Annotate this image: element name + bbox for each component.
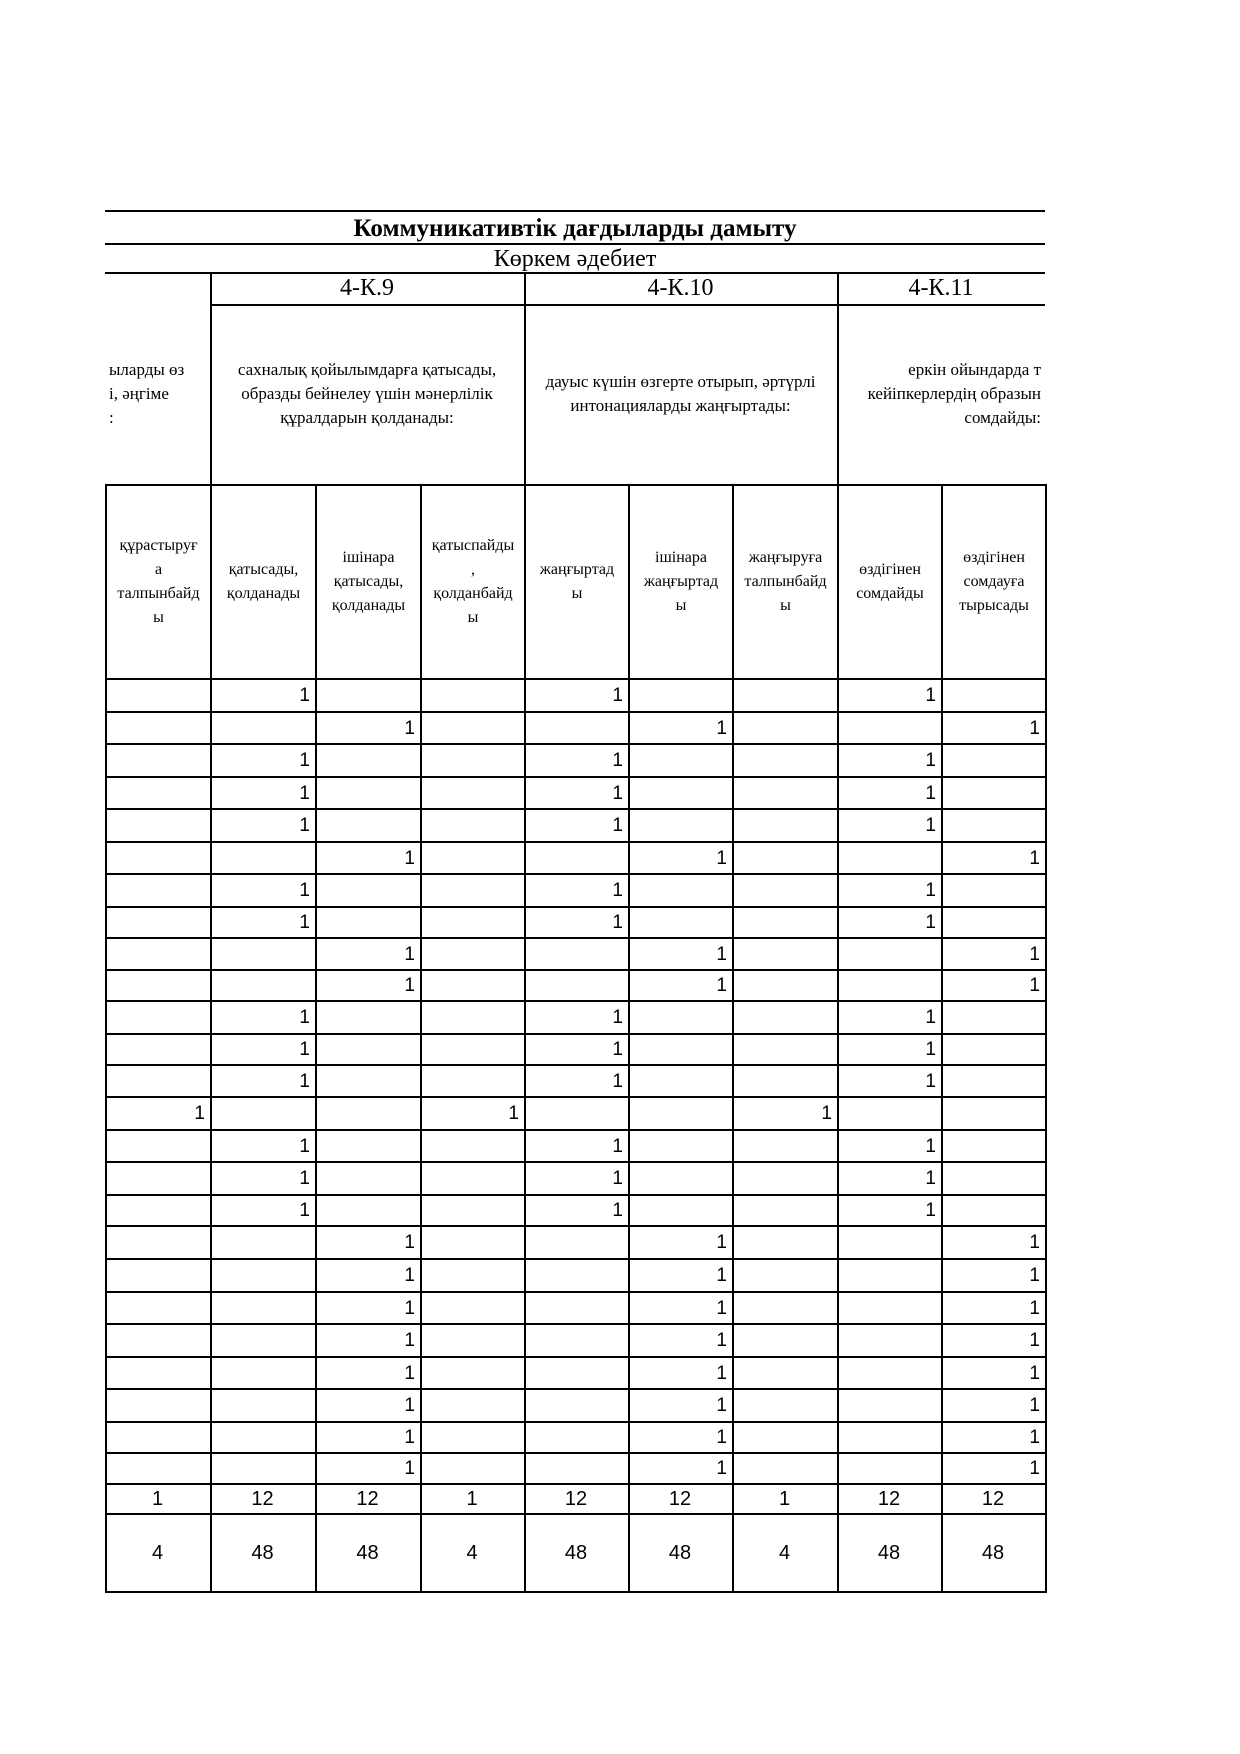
mark-cell: 1 [716, 1362, 727, 1384]
row-divider [105, 1096, 1045, 1098]
row-divider [105, 1291, 1045, 1293]
mark-cell: 1 [299, 1070, 310, 1092]
mark-cell: 1 [716, 1395, 727, 1416]
description-line: еркін ойындарда т [908, 360, 1041, 379]
competency-description [528, 306, 833, 482]
mark-cell: 1 [716, 1330, 727, 1351]
mark-cell: 1 [925, 685, 936, 706]
competency-description [214, 306, 520, 482]
row-divider [105, 1452, 1045, 1454]
mark-cell: 1 [404, 847, 415, 869]
mark-cell: 1 [925, 1070, 936, 1092]
mark-cell: 1 [716, 1458, 727, 1479]
mark-cell: 1 [299, 1200, 310, 1221]
mark-cell: 1 [1029, 1362, 1040, 1384]
total-cell: 12 [356, 1488, 379, 1510]
total-cell: 1 [778, 1488, 791, 1510]
total-cell: 12 [877, 1488, 901, 1510]
mark-cell: 1 [716, 1232, 727, 1253]
column-header: құрастыруғ а талпынбайд ы [117, 537, 200, 626]
mark-cell: 1 [404, 1427, 415, 1448]
mark-cell: 1 [716, 1265, 727, 1286]
percent-cell: 48 [877, 1542, 901, 1564]
mark-cell: 1 [1029, 1232, 1040, 1253]
percent-cell: 48 [981, 1542, 1005, 1564]
column-header: жаңғыруға талпынбайд ы [744, 549, 827, 614]
percent-cell: 48 [356, 1542, 379, 1564]
mark-cell: 1 [716, 1297, 727, 1319]
mark-cell: 1 [194, 1103, 205, 1124]
mark-cell: 1 [508, 1103, 519, 1124]
mark-cell: 1 [925, 782, 936, 804]
mark-cell: 1 [925, 1007, 936, 1028]
column-header: ішінара қатысады, қолданады [331, 549, 406, 614]
mark-cell: 1 [1029, 1297, 1040, 1319]
row-divider [105, 1356, 1045, 1358]
group-divider [524, 272, 526, 484]
mark-cell: 1 [299, 1039, 310, 1060]
competency-code: 4-К.10 [647, 275, 714, 301]
mark-cell: 1 [299, 782, 310, 804]
mark-cell: 1 [404, 975, 415, 996]
mark-cell: 1 [925, 1168, 936, 1189]
mark-cell: 1 [612, 1007, 623, 1028]
row-divider [105, 1388, 1045, 1390]
mark-cell: 1 [612, 815, 623, 836]
mark-cell: 1 [925, 750, 936, 771]
mark-cell: 1 [404, 1232, 415, 1253]
mark-cell: 1 [404, 1362, 415, 1384]
mark-cell: 1 [404, 1395, 415, 1416]
subject-title: Көркем әдебиет [493, 246, 657, 272]
description-line: ыларды өз [109, 360, 185, 379]
row-divider [105, 1421, 1045, 1423]
mark-cell: 1 [925, 1200, 936, 1221]
total-cell: 12 [251, 1488, 274, 1510]
mark-cell: 1 [612, 1070, 623, 1092]
mark-cell: 1 [612, 782, 623, 804]
competency-code: 4-К.11 [908, 275, 974, 301]
mark-cell: 1 [821, 1103, 832, 1124]
mark-cell: 1 [299, 912, 310, 933]
column-header: қатыспайды , қолданбайд ы [431, 537, 515, 626]
row-divider [105, 1483, 1045, 1485]
mark-cell: 1 [612, 1168, 623, 1189]
column-header: жаңғыртад ы [539, 561, 615, 602]
row-divider [105, 841, 1045, 843]
mark-cell: 1 [404, 943, 415, 965]
mark-cell: 1 [925, 815, 936, 836]
mark-cell: 1 [404, 1458, 415, 1479]
section-title: Коммуникативтік дағдыларды дамыту [353, 215, 797, 242]
mark-cell: 1 [299, 815, 310, 836]
mark-cell: 1 [1029, 717, 1040, 739]
total-cell: 12 [564, 1488, 588, 1510]
mark-cell: 1 [1029, 975, 1040, 996]
row-divider [105, 1258, 1045, 1260]
total-cell: 12 [668, 1488, 692, 1510]
description-line: интонацияларды жаңғыртады: [570, 396, 791, 415]
mark-cell: 1 [925, 912, 936, 933]
competency-description [841, 306, 1041, 482]
mark-cell: 1 [925, 1039, 936, 1060]
mark-cell: 1 [612, 880, 623, 901]
mark-cell: 1 [716, 943, 727, 965]
table-border [105, 243, 1045, 245]
mark-cell: 1 [1029, 1427, 1040, 1448]
row-divider [105, 1513, 1045, 1515]
mark-cell: 1 [299, 1168, 310, 1189]
row-divider [105, 808, 1045, 810]
mark-cell: 1 [299, 685, 310, 706]
row-divider [105, 776, 1045, 778]
row-divider [105, 1000, 1045, 1002]
description-line: і, әңгіме [109, 384, 169, 403]
row-divider [105, 1161, 1045, 1163]
description-line: образды бейнелеу үшін мәнерлілік [241, 384, 493, 403]
mark-cell: 1 [299, 1135, 310, 1157]
mark-cell: 1 [612, 1135, 623, 1157]
percent-cell: 4 [778, 1542, 791, 1564]
mark-cell: 1 [612, 685, 623, 706]
mark-cell: 1 [299, 750, 310, 771]
table-border [105, 1591, 1045, 1593]
group-divider [210, 272, 212, 484]
row-divider [105, 1194, 1045, 1196]
mark-cell: 1 [716, 847, 727, 869]
mark-cell: 1 [404, 1330, 415, 1351]
mark-cell: 1 [716, 975, 727, 996]
row-divider [105, 873, 1045, 875]
row-divider [105, 1064, 1045, 1066]
total-cell: 1 [466, 1488, 478, 1510]
mark-cell: 1 [404, 1297, 415, 1319]
mark-cell: 1 [1029, 1395, 1040, 1416]
competency-description [109, 306, 206, 482]
mark-cell: 1 [925, 880, 936, 901]
percent-cell: 48 [251, 1542, 274, 1564]
mark-cell: 1 [1029, 943, 1040, 965]
group-divider [837, 272, 839, 484]
table-border [105, 272, 1045, 274]
mark-cell: 1 [612, 750, 623, 771]
mark-cell: 1 [716, 717, 727, 739]
mark-cell: 1 [925, 1135, 936, 1157]
mark-cell: 1 [299, 880, 310, 901]
percent-cell: 4 [466, 1542, 478, 1564]
row-divider [105, 743, 1045, 745]
row-divider [105, 906, 1045, 908]
competency-code: 4-К.9 [340, 275, 394, 301]
description-line: кейіпкерлердің образын [867, 384, 1041, 403]
percent-cell: 48 [668, 1542, 692, 1564]
column-header: өздігінен сомдайды [856, 561, 924, 602]
mark-cell: 1 [716, 1427, 727, 1448]
mark-cell: 1 [612, 1039, 623, 1060]
column-header: ішінара жаңғыртад ы [643, 549, 719, 614]
column-header: өздігінен сомдауға тырысады [959, 549, 1029, 614]
row-divider [105, 1323, 1045, 1325]
table-border [105, 678, 1045, 680]
description-line: : [109, 408, 114, 427]
description-line: сомдайды: [964, 408, 1041, 427]
mark-cell: 1 [1029, 1265, 1040, 1286]
mark-cell: 1 [404, 717, 415, 739]
description-line: сахналық қойылымдарға қатысады, [237, 360, 497, 379]
row-divider [105, 1033, 1045, 1035]
row-divider [105, 711, 1045, 713]
mark-cell: 1 [299, 1007, 310, 1028]
row-divider [105, 1129, 1045, 1131]
description-line: құралдарын қолданады: [280, 408, 454, 427]
column-header: қатысады, қолданады [226, 561, 301, 602]
mark-cell: 1 [1029, 1330, 1040, 1351]
mark-cell: 1 [404, 1265, 415, 1286]
mark-cell: 1 [1029, 847, 1040, 869]
row-divider [105, 969, 1045, 971]
table-border [105, 210, 1045, 212]
column-divider [1045, 484, 1047, 1593]
row-divider [105, 1225, 1045, 1227]
total-cell: 12 [981, 1488, 1005, 1510]
row-divider [105, 937, 1045, 939]
description-line: дауыс күшін өзгерте отырып, әртүрлі [545, 372, 816, 391]
mark-cell: 1 [612, 912, 623, 933]
percent-cell: 48 [564, 1542, 588, 1564]
mark-cell: 1 [612, 1200, 623, 1221]
total-cell: 1 [151, 1488, 164, 1510]
mark-cell: 1 [1029, 1458, 1040, 1479]
percent-cell: 4 [151, 1542, 164, 1564]
